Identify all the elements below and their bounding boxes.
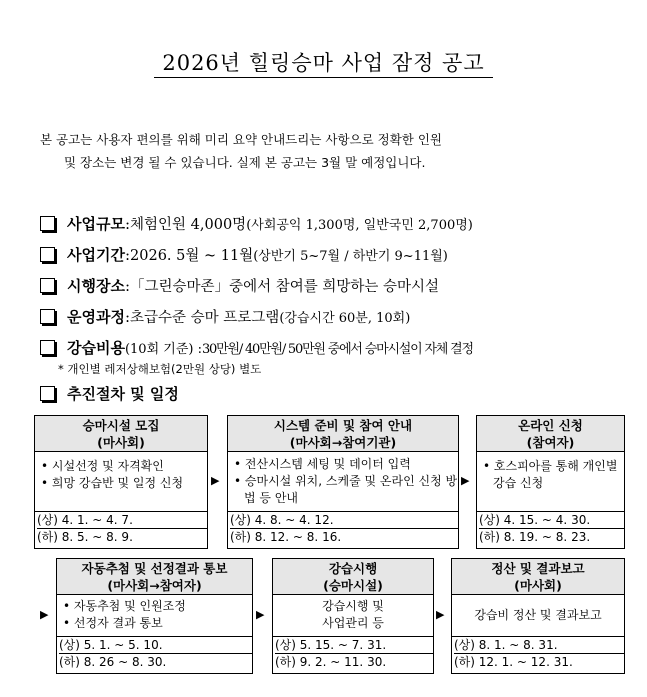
- checkbox-icon: [40, 309, 55, 324]
- arrow-icon: ▶: [40, 608, 49, 621]
- step-box-1: 승마시설 모집 (마사회) • 시설선정 및 자격확인 • 희망 강습반 및 일정 신청 (상) 4. 1. ~ 4. 7. (하) 8. 5. ~ 8. 9.: [34, 415, 208, 549]
- arrow-icon: ▶: [461, 474, 470, 487]
- notice-line-2: 및 장소는 변경 될 수 있습니다. 실제 본 공고는 3월 말 예정입니다.: [64, 155, 426, 170]
- step-box-5: 강습시행 (승마시설) 강습시행 및 사업관리 등 (상) 5. 15. ~ 7. 31. (하) 9. 2. ~ 11. 30.: [272, 558, 434, 674]
- arrow-icon: ▶: [436, 608, 445, 621]
- checkbox-icon: [40, 278, 55, 293]
- item-scale: 사업규모 : 체험인원 4,000명 (사회공익 1,300명, 일반국민 2,700명): [40, 208, 630, 239]
- item-period: 사업기간 : 2026. 5월 ~ 11월 (상반기 5~7월 / 하반기 9~11월): [40, 239, 630, 270]
- arrow-icon: ▶: [256, 608, 265, 621]
- notice-text: [40, 128, 620, 174]
- process-heading: 추진절차 및 일정: [40, 383, 179, 404]
- checkbox-icon: [40, 247, 55, 262]
- step-box-3: 온라인 신청 (참여자) • 호스피아를 통해 개인별 강습 신청 (상) 4. 15. ~ 4. 30. (하) 8. 19. ~ 8. 23.: [476, 415, 625, 549]
- checkbox-icon: [40, 340, 55, 355]
- step-box-2: 시스템 준비 및 참여 안내 (마사회→참여기관) • 전산시스템 세팅 및 데이터 입력 • 승마시설 위치, 스케줄 및 온라인 신청 방법 등 안내 (상) 4. 8. ~ 4. 12. (하) 8. 12. ~ 8. 16.: [227, 415, 459, 549]
- insurance-note: * 개인별 레저상해보험(2만원 상당) 별도: [58, 362, 262, 376]
- step-box-4: 자동추첨 및 선정결과 통보 (마사회→참여자) • 자동추첨 및 인원조정 • 선정자 결과 통보 (상) 5. 1. ~ 5. 10. (하) 8. 26 ~ 8. 30.: [56, 558, 253, 674]
- checkbox-icon: [40, 216, 55, 231]
- arrow-icon: ▶: [211, 474, 220, 487]
- item-cost: 강습비용 (10회 기준) : 30만원/ 40만원/ 50만원 중에서 승마시설이 자체 결정: [40, 332, 630, 363]
- item-place: 시행장소 : 「그린승마존」중에서 참여를 희망하는 승마시설: [40, 270, 630, 301]
- item-course: 운영과정 : 초급수준 승마 프로그램 (강습시간 60분, 10회): [40, 301, 630, 332]
- step-box-6: 정산 및 결과보고 (마사회) 강습비 정산 및 결과보고 (상) 8. 1. ~ 8. 31. (하) 12. 1. ~ 12. 31.: [451, 558, 625, 674]
- checkbox-icon: [40, 386, 55, 401]
- notice-line-1: 본 공고는 사용자 편의를 위해 미리 요약 안내드리는 사항으로 정확한 인원: [40, 132, 442, 147]
- document-title: 2026년 힐링승마 사업 잠정 공고: [0, 47, 647, 77]
- overview-list: [40, 208, 630, 363]
